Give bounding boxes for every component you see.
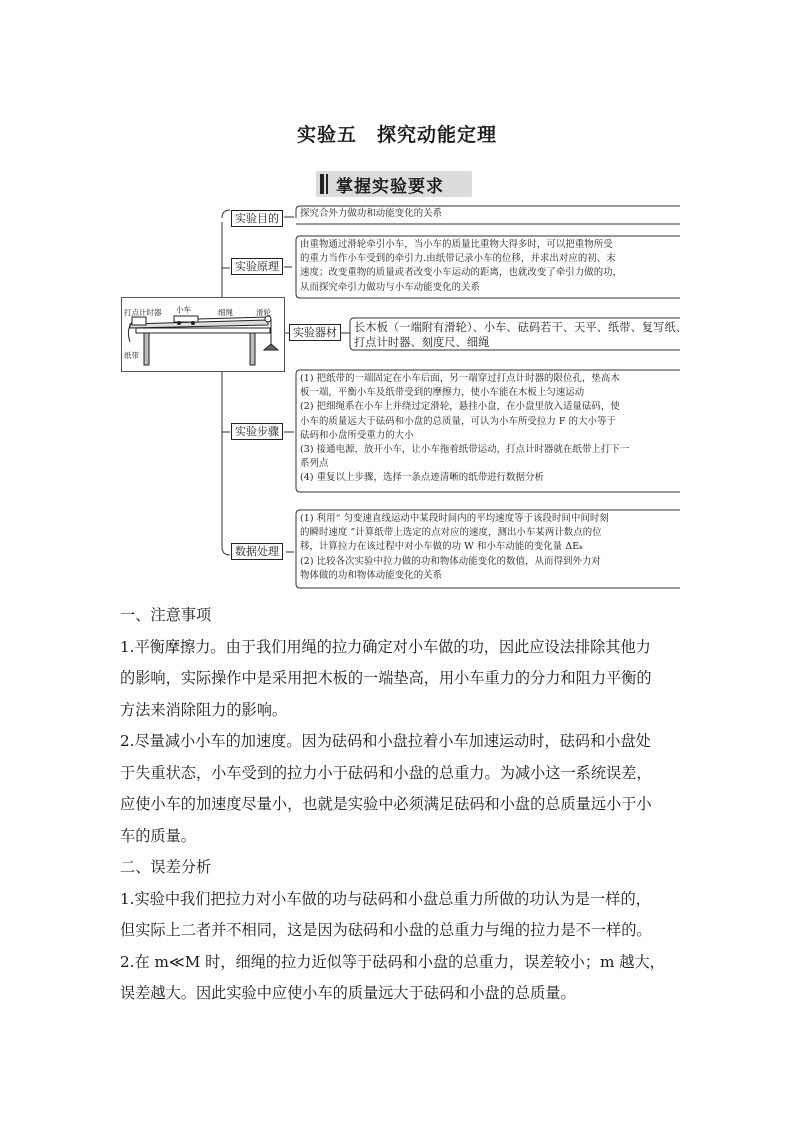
apparatus-timer-label: 打点计时器 — [124, 308, 162, 317]
paragraph-line: 1.平衡摩擦力。由于我们用绳的拉力确定对小车做的功，因此应设法排除其他力 — [120, 637, 651, 656]
label-purpose: 实验目的 — [231, 210, 283, 227]
paragraph-line: 应使小车的加速度尽量小，也就是实验中必须满足砝码和小盘的总质量远小于小 — [120, 795, 652, 813]
paragraph-line: 1.实验中我们把拉力对小车做的功与砝码和小盘总重力所做的功认为是一样的， — [120, 889, 651, 908]
paragraph-line: 误差越大。因此实验中应使小车的质量远大于砝码和小盘的总质量。 — [120, 984, 576, 1002]
apparatus-cart-label: 小车 — [176, 305, 191, 314]
apparatus-diagram — [121, 297, 285, 372]
apparatus-pulley-label: 滑轮 — [256, 308, 271, 317]
steps-content: (1) 把纸带的一端固定在小车后面，另一端穿过打点计时器的限位孔，垫高木 板一端，平衡小车及纸带受到的摩擦力，使小车能在木板上匀速运动 (2) 把细绳系在小车上并绕过定滑轮，悬挂小盘，在小盘里放入适量砝码，使 小车的质量远大于砝码和小盘的总质量，可认为小车所受拉力 F 的大小等于 砝码和小盘所受重力的大小 (3) 接通电源，放开小车，让小车拖着纸带运动，打点计时器就在纸带上打下一 系列点 (4) 重复以上步骤，选择一条点迹清晰的纸带进行数据分析 — [300, 373, 630, 484]
paragraph-line: 方法来消除阻力的影响。 — [120, 700, 288, 719]
page-title: 实验五 探究动能定理 — [296, 124, 497, 146]
paragraph-line: 2.尽量减小小车的加速度。因为砝码和小盘拉着小车加速运动时，砝码和小盘处 — [120, 732, 651, 750]
section-heading: 一、注意事项 — [120, 606, 212, 624]
label-equipment: 实验器材 — [289, 324, 341, 341]
apparatus-string-label: 细绳 — [218, 308, 233, 317]
notes-section — [120, 600, 680, 1010]
paragraph-line: 但实际上二者并不相同，这是因为砝码和小盘的总重力与绳的拉力是不一样的。 — [120, 921, 652, 939]
section-heading: 二、误差分析 — [120, 858, 212, 876]
principle-content: 由重物通过滑轮牵引小车，当小车的质量比重物大得多时，可以把重物所受 的重力当作小车受到的牵引力.由纸带记录小车的位移，并求出对应的初、末 速度；改变重物的质量或者改变小车运动的距离，也就改变了牵引力做的功， 从而探究牵引力做功与小车动能变化的关系 — [300, 239, 623, 293]
apparatus-tape-label: 纸带 — [124, 351, 139, 360]
paragraph-line: 2.在 m≪M 时，细绳的拉力近似等于砝码和小盘的总重力，误差较小；m 越大， — [120, 952, 665, 971]
equipment-content: 长木板（一端附有滑轮）、小车、砝码若干、天平、纸带、复写纸、 打点计时器、刻度尺、细绳 — [354, 321, 688, 349]
label-data: 数据处理 — [231, 543, 283, 560]
banner-text: 掌握实验要求 — [336, 177, 444, 197]
data-content: (1) 利用“ 匀变速直线运动中某段时间内的平均速度等于该段时间中间时刻 的瞬时速度 ”计算纸带上选定的点对应的速度，测出小车某两计数点的位 移，计算拉力在该过程中对小车做的功 W 和小车动能的变化量 ΔEₖ (2) 比较各次实验中拉力做的功和物体动能变化的数值，从而得到外力对 物体做的功和物体动能变化的关系 — [300, 513, 609, 581]
paragraph-line: 的影响，实际操作中是采用把木板的一端垫高，用小车重力的分力和阻力平衡的 — [120, 669, 652, 687]
label-steps: 实验步骤 — [231, 423, 283, 440]
paragraph-line: 车的质量。 — [120, 826, 196, 845]
label-principle: 实验原理 — [231, 258, 283, 275]
purpose-content: 探究合外力做功和动能变化的关系 — [300, 208, 443, 219]
paragraph-line: 于失重状态，小车受到的拉力小于砝码和小盘的总重力。为减小这一系统误差， — [120, 763, 652, 782]
